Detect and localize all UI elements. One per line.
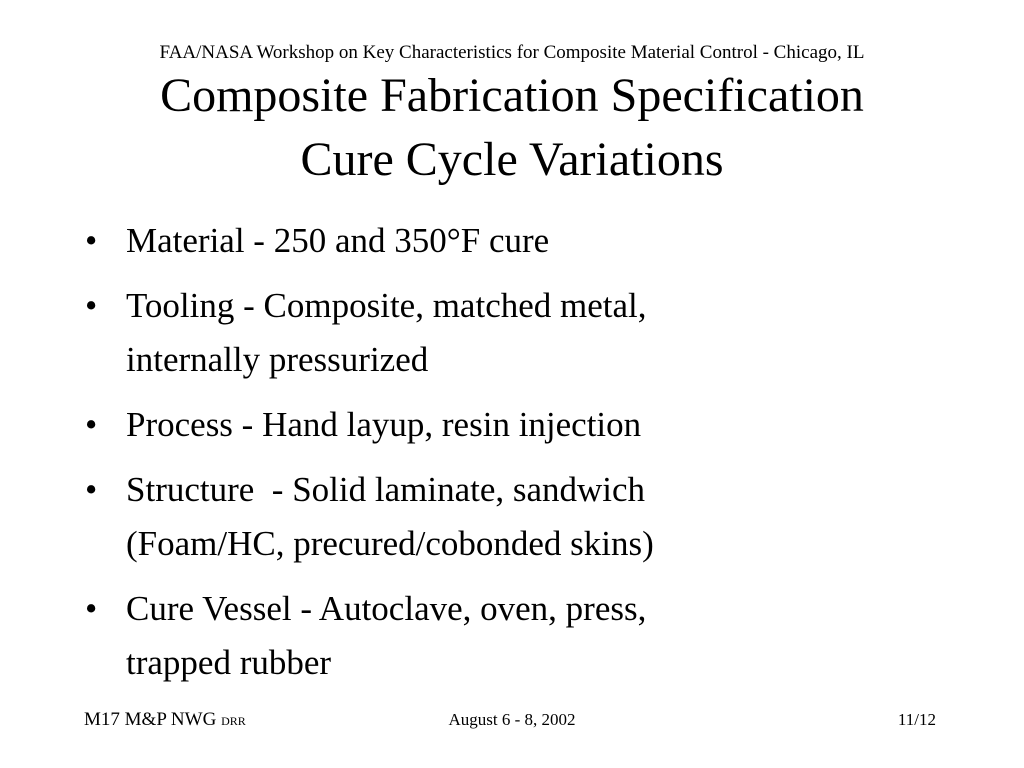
bullet-dot-icon: • [85,405,98,444]
bullet-text: Structure - Solid laminate, sandwich [126,470,646,509]
page-number: 11/12 [897,710,936,729]
bullet-text: Process - Hand layup, resin injection [126,405,642,444]
bullet-tooling [82,279,842,387]
bullet-text-continued: (Foam/HC, precured/cobonded skins) [126,524,654,563]
bullet-list [82,214,842,701]
workshop-header: FAA/NASA Workshop on Key Characteristics for Composite Material Control - Chicago, IL [159,42,865,63]
title-line-1: Composite Fabrication Specification [160,69,864,122]
bullet-text-continued: trapped rubber [126,643,332,682]
bullet-dot-icon: • [85,470,98,509]
footer-date: August 6 - 8, 2002 [448,710,576,729]
bullet-dot-icon: • [85,589,98,628]
footer-left [84,709,246,732]
title-line-2: Cure Cycle Variations [300,133,724,186]
bullet-structure [82,463,842,571]
slide-title [0,64,1024,192]
bullet-process [82,398,842,452]
bullet-dot-icon: • [85,221,98,260]
bullet-text: Tooling - Composite, matched metal, [126,286,647,325]
bullet-text: Material - 250 and 350°F cure [126,221,550,260]
bullet-material [82,214,842,268]
bullet-dot-icon: • [85,286,98,325]
bullet-text-continued: internally pressurized [126,340,429,379]
footer-author-initials: DRR [221,714,246,728]
bullet-cure-vessel [82,582,842,690]
bullet-text: Cure Vessel - Autoclave, oven, press, [126,589,647,628]
footer-group-label: M17 M&P NWG [84,709,217,730]
